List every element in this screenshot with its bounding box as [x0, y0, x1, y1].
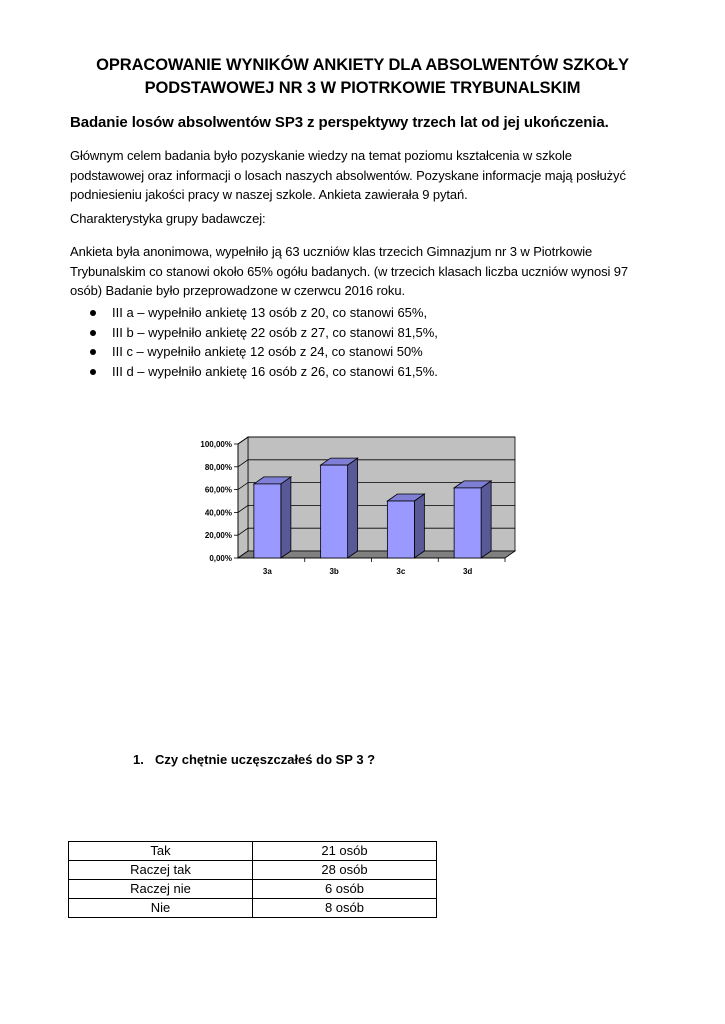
bar-3d — [454, 481, 491, 558]
bar-front — [321, 465, 348, 558]
y-tick-label: 20,00% — [204, 531, 232, 541]
list-item — [70, 362, 670, 382]
bar-front — [387, 501, 414, 558]
table-row — [69, 842, 437, 861]
subtitle: Badanie losów absolwentów SP3 z perspektywy trzech lat od jej ukończenia. — [70, 114, 609, 131]
table-row — [69, 880, 437, 899]
question-number: 1. — [133, 752, 144, 767]
goal-line-1: Głównym celem badania było pozyskanie wiedzy na temat poziomu kształcenia w szkole — [70, 148, 572, 163]
bar-3b — [321, 458, 358, 558]
title-line-2: PODSTAWOWEJ NR 3 W PIOTRKOWIE TRYBUNALSKIM — [144, 79, 581, 97]
group-line-2: Trybunalskim co stanowi około 65% ogółu badanych. (w trzecich klasach liczba uczniów wynosi 97 — [70, 263, 629, 279]
x-tick-label: 3b — [329, 567, 339, 576]
bullet-text: III d – wypełniło ankietę 16 osób z 26, co stanowi 61,5%. — [112, 363, 438, 379]
bar-side — [281, 477, 291, 558]
chart-side-wall — [238, 437, 248, 558]
bar-side — [414, 494, 424, 558]
table-row — [69, 899, 437, 918]
participation-bar-chart — [160, 420, 530, 590]
bar-side — [348, 458, 358, 558]
y-tick-label: 80,00% — [204, 462, 232, 472]
question-text: Czy chętnie uczęszczałeś do SP 3 ? — [155, 752, 376, 767]
answer-cell: Raczej nie — [69, 880, 253, 899]
class-bullet-list — [70, 303, 670, 381]
bar-3c — [387, 494, 424, 558]
answer-cell: Tak — [69, 842, 253, 861]
list-item — [70, 303, 670, 323]
bar-side — [481, 481, 491, 558]
bullet-icon — [90, 310, 96, 316]
y-tick-label: 0,00% — [209, 554, 232, 563]
x-tick-label: 3d — [462, 567, 473, 576]
page-title — [60, 54, 665, 100]
bullet-text: III a – wypełniło ankietę 13 osób z 20, co stanowi 65%, — [112, 305, 428, 320]
group-heading: Charakterystyka grupy badawczej: — [70, 211, 266, 226]
bar-front — [454, 488, 481, 558]
group-line-1: Ankieta była anonimowa, wypełniło ją 63 uczniów klas trzecich Gimnazjum nr 3 w Piotrkowie — [70, 244, 593, 259]
count-cell: 8 osób — [253, 899, 437, 918]
goal-line-2: podstawowej oraz informacji o losach naszych absolwentów. Pozyskane informacje mają posłużyć — [70, 167, 626, 183]
bullet-text: III b – wypełniło ankietę 22 osób z 27, co stanowi 81,5%, — [112, 324, 438, 340]
list-item — [70, 342, 670, 362]
title-line-1: OPRACOWANIE WYNIKÓW ANKIETY DLA ABSOLWENTÓW SZKOŁY — [96, 56, 629, 74]
x-tick-label: 3c — [396, 567, 406, 576]
goal-line-3: podniesieniu jakości pracy w naszej szkole. Ankieta zawierała 9 pytań. — [70, 187, 468, 202]
count-cell: 21 osób — [253, 842, 437, 861]
bullet-text: III c – wypełniło ankietę 12 osób z 24, co stanowi 50% — [112, 344, 423, 359]
question-1 — [133, 751, 375, 769]
bullet-icon — [90, 369, 96, 375]
count-cell: 6 osób — [253, 880, 437, 899]
list-item — [70, 323, 670, 343]
count-cell: 28 osób — [253, 861, 437, 880]
bullet-icon — [90, 349, 96, 355]
bar-front — [254, 484, 281, 558]
group-paragraph — [70, 242, 690, 301]
bar-3a — [254, 477, 291, 558]
bullet-icon — [90, 330, 96, 336]
x-tick-label: 3a — [262, 567, 272, 576]
answer-cell: Raczej tak — [69, 861, 253, 880]
group-line-3: osób) Badanie było przeprowadzone w czerwcu 2016 roku. — [70, 283, 405, 298]
answers-table — [68, 841, 437, 918]
y-tick-label: 40,00% — [204, 508, 232, 518]
y-tick-label: 60,00% — [204, 485, 232, 495]
answer-cell: Nie — [69, 899, 253, 918]
y-tick-label: 100,00% — [200, 440, 232, 449]
goal-paragraph — [70, 146, 690, 205]
table-row — [69, 861, 437, 880]
